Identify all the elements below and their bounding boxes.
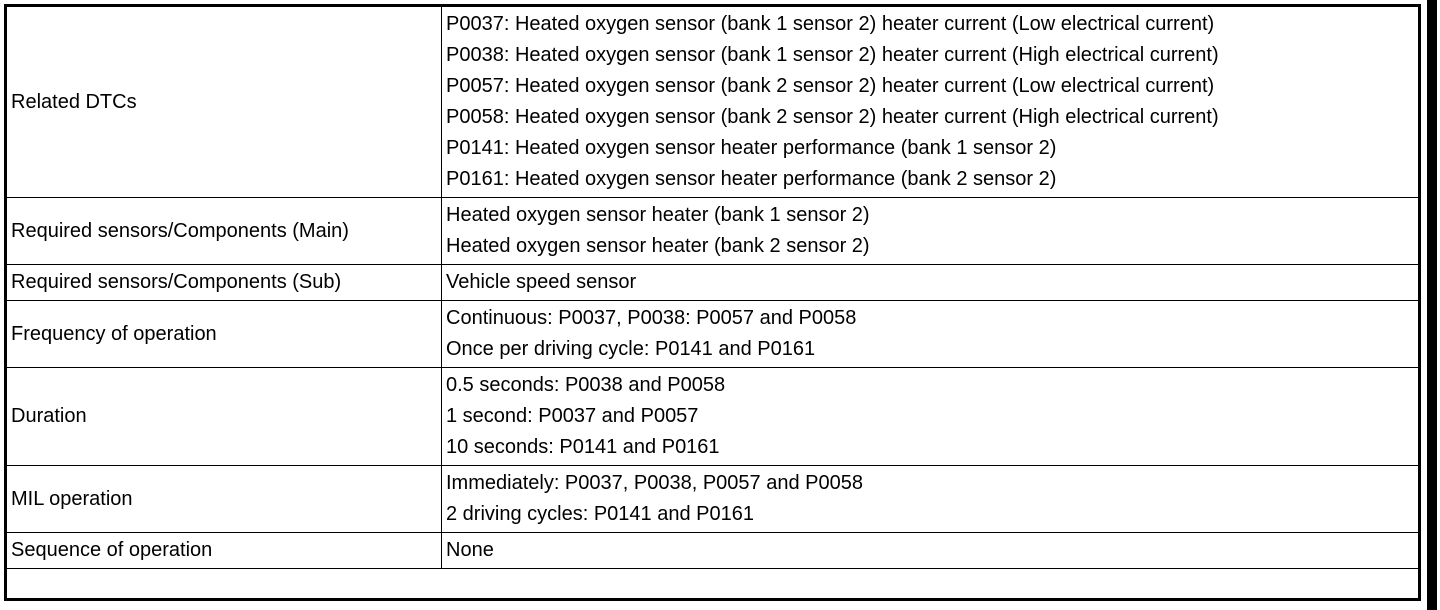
value-line: Continuous: P0037, P0038: P0057 and P0058 [446, 307, 857, 329]
row-label: Frequency of operation [7, 301, 442, 368]
table-row [7, 301, 1419, 368]
value-line: P0058: Heated oxygen sensor (bank 2 sensor 2) heater current (High electrical current) [446, 106, 1219, 128]
value-line: Heated oxygen sensor heater (bank 2 sensor 2) [446, 235, 870, 257]
value-line: P0038: Heated oxygen sensor (bank 1 sensor 2) heater current (High electrical current) [446, 44, 1219, 66]
row-label: Duration [7, 368, 442, 466]
right-edge-bar [1427, 0, 1437, 610]
table-row [7, 7, 1419, 198]
value-line: Once per driving cycle: P0141 and P0161 [446, 338, 816, 360]
row-value [442, 368, 1419, 466]
row-label: Related DTCs [7, 7, 442, 198]
value-line: P0037: Heated oxygen sensor (bank 1 sensor 2) heater current (Low electrical current) [446, 13, 1215, 35]
row-value [442, 466, 1419, 533]
table-row [7, 466, 1419, 533]
value-line: P0057: Heated oxygen sensor (bank 2 sensor 2) heater current (Low electrical current) [446, 75, 1215, 97]
row-value [442, 265, 1419, 301]
value-line: 1 second: P0037 and P0057 [446, 405, 699, 427]
table-row [7, 533, 1419, 569]
value-line: Heated oxygen sensor heater (bank 1 sensor 2) [446, 204, 870, 226]
value-line: None [446, 539, 494, 561]
row-value [442, 301, 1419, 368]
row-label: MIL operation [7, 466, 442, 533]
table-row [7, 198, 1419, 265]
row-value [442, 533, 1419, 569]
row-label: Sequence of operation [7, 533, 442, 569]
value-line: 0.5 seconds: P0038 and P0058 [446, 374, 726, 396]
value-line: Immediately: P0037, P0038, P0057 and P0058 [446, 472, 863, 494]
row-label: Required sensors/Components (Sub) [7, 265, 442, 301]
value-line: 10 seconds: P0141 and P0161 [446, 436, 720, 458]
value-line: P0141: Heated oxygen sensor heater performance (bank 1 sensor 2) [446, 137, 1057, 159]
row-value [442, 198, 1419, 265]
table-row [7, 368, 1419, 466]
value-line: Vehicle speed sensor [446, 271, 637, 293]
row-label: Required sensors/Components (Main) [7, 198, 442, 265]
row-value [442, 7, 1419, 198]
dtc-info-table [6, 6, 1419, 569]
value-line: 2 driving cycles: P0141 and P0161 [446, 503, 754, 525]
dtc-info-table-body [7, 7, 1419, 569]
table-row [7, 265, 1419, 301]
value-line: P0161: Heated oxygen sensor heater performance (bank 2 sensor 2) [446, 168, 1057, 190]
